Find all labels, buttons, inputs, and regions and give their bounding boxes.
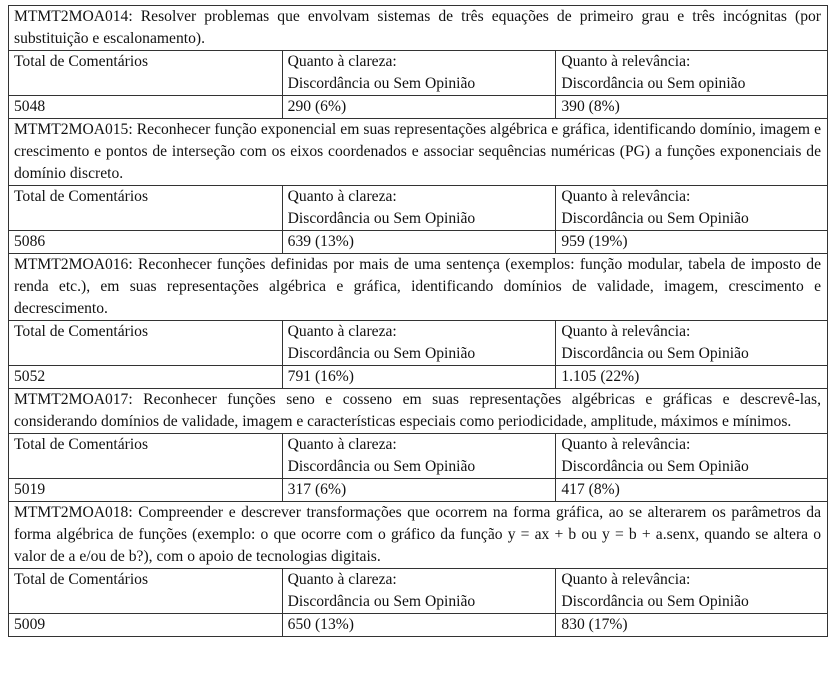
values-row — [9, 366, 828, 389]
clarity-header — [282, 321, 556, 366]
relevance-header — [556, 51, 828, 96]
relevance-header — [556, 434, 828, 479]
total-comments-value: 5048 — [9, 96, 283, 119]
header-row — [9, 186, 828, 231]
relevance-value: 417 (8%) — [556, 479, 828, 502]
relevance-value: 390 (8%) — [556, 96, 828, 119]
skill-description: MTMT2MOA018: Compreender e descrever transformações que ocorrem na forma gráfica, ao se alterarem os parâmetros da forma algébrica de funções (exemplo: o que ocorre com o gráfico da função y = ax + b ou y = b + a.senx, quando se altera o valor de a e/ou de b?), com o apoio de tecnologias digitais. — [9, 502, 828, 569]
clarity-value: 290 (6%) — [282, 96, 556, 119]
relevance-header-line2: Discordância ou Sem Opinião — [561, 458, 749, 475]
header-row — [9, 321, 828, 366]
total-comments-header: Total de Comentários — [9, 434, 283, 479]
values-row — [9, 479, 828, 502]
clarity-header-line1: Quanto à clareza: — [287, 188, 397, 205]
total-comments-value: 5086 — [9, 231, 283, 254]
clarity-value: 317 (6%) — [282, 479, 556, 502]
relevance-header — [556, 186, 828, 231]
relevance-header-line2: Discordância ou Sem opinião — [561, 75, 746, 92]
relevance-header-line2: Discordância ou Sem Opinião — [561, 210, 749, 227]
header-row — [9, 569, 828, 614]
header-row — [9, 51, 828, 96]
skill-description: MTMT2MOA017: Reconhecer funções seno e cosseno em suas representações algébricas e gráficas e descrevê-las, considerando domínios de validade, imagem e características especiais como periodicidade, amplitude, máximos e mínimos. — [9, 389, 828, 434]
total-comments-header: Total de Comentários — [9, 569, 283, 614]
document-page — [8, 5, 828, 637]
header-row — [9, 434, 828, 479]
relevance-header-line2: Discordância ou Sem Opinião — [561, 345, 749, 362]
relevance-value: 830 (17%) — [556, 614, 828, 637]
clarity-header-line1: Quanto à clareza: — [287, 323, 397, 340]
skill-description: MTMT2MOA015: Reconhecer função exponencial em suas representações algébrica e gráfica, identificando domínio, imagem e crescimento e pontos de interseção com os eixos coordenados e associar sequências numéricas (PG) a funções exponenciais de domínio discreto. — [9, 119, 828, 186]
clarity-header-line2: Discordância ou Sem Opinião — [287, 593, 476, 610]
clarity-header — [282, 186, 556, 231]
relevance-header-line2: Discordância ou Sem Opinião — [561, 593, 749, 610]
values-row — [9, 231, 828, 254]
clarity-header — [282, 569, 556, 614]
relevance-header — [556, 321, 828, 366]
skill-description-row — [9, 6, 828, 51]
relevance-value: 1.105 (22%) — [556, 366, 828, 389]
clarity-header — [282, 51, 556, 96]
clarity-header-line2: Discordância ou Sem Opinião — [287, 210, 476, 227]
relevance-value: 959 (19%) — [556, 231, 828, 254]
clarity-value: 650 (13%) — [282, 614, 556, 637]
clarity-header-line2: Discordância ou Sem Opinião — [287, 75, 476, 92]
table-body — [9, 6, 828, 637]
consultation-results-table — [8, 5, 828, 637]
total-comments-header: Total de Comentários — [9, 186, 283, 231]
clarity-header-line2: Discordância ou Sem Opinião — [287, 458, 476, 475]
skill-description: MTMT2MOA014: Resolver problemas que envolvam sistemas de três equações de primeiro grau e três incógnitas (por substituição e escalonamento). — [9, 6, 828, 51]
values-row — [9, 614, 828, 637]
clarity-value: 639 (13%) — [282, 231, 556, 254]
total-comments-value: 5052 — [9, 366, 283, 389]
skill-description-row — [9, 389, 828, 434]
relevance-header-line1: Quanto à relevância: — [561, 436, 691, 453]
skill-description-row — [9, 502, 828, 569]
total-comments-value: 5019 — [9, 479, 283, 502]
skill-description-row — [9, 254, 828, 321]
clarity-value: 791 (16%) — [282, 366, 556, 389]
total-comments-header: Total de Comentários — [9, 51, 283, 96]
relevance-header-line1: Quanto à relevância: — [561, 188, 691, 205]
total-comments-header: Total de Comentários — [9, 321, 283, 366]
clarity-header — [282, 434, 556, 479]
relevance-header-line1: Quanto à relevância: — [561, 323, 691, 340]
relevance-header-line1: Quanto à relevância: — [561, 53, 691, 70]
skill-description-row — [9, 119, 828, 186]
skill-description: MTMT2MOA016: Reconhecer funções definidas por mais de uma sentença (exemplos: função modular, tabela de imposto de renda etc.), em suas representações algébrica e gráfica, identificando domínios de validade, imagem, crescimento e decrescimento. — [9, 254, 828, 321]
relevance-header-line1: Quanto à relevância: — [561, 571, 691, 588]
relevance-header — [556, 569, 828, 614]
clarity-header-line1: Quanto à clareza: — [287, 53, 397, 70]
clarity-header-line1: Quanto à clareza: — [287, 436, 397, 453]
clarity-header-line1: Quanto à clareza: — [287, 571, 397, 588]
clarity-header-line2: Discordância ou Sem Opinião — [287, 345, 476, 362]
values-row — [9, 96, 828, 119]
total-comments-value: 5009 — [9, 614, 283, 637]
